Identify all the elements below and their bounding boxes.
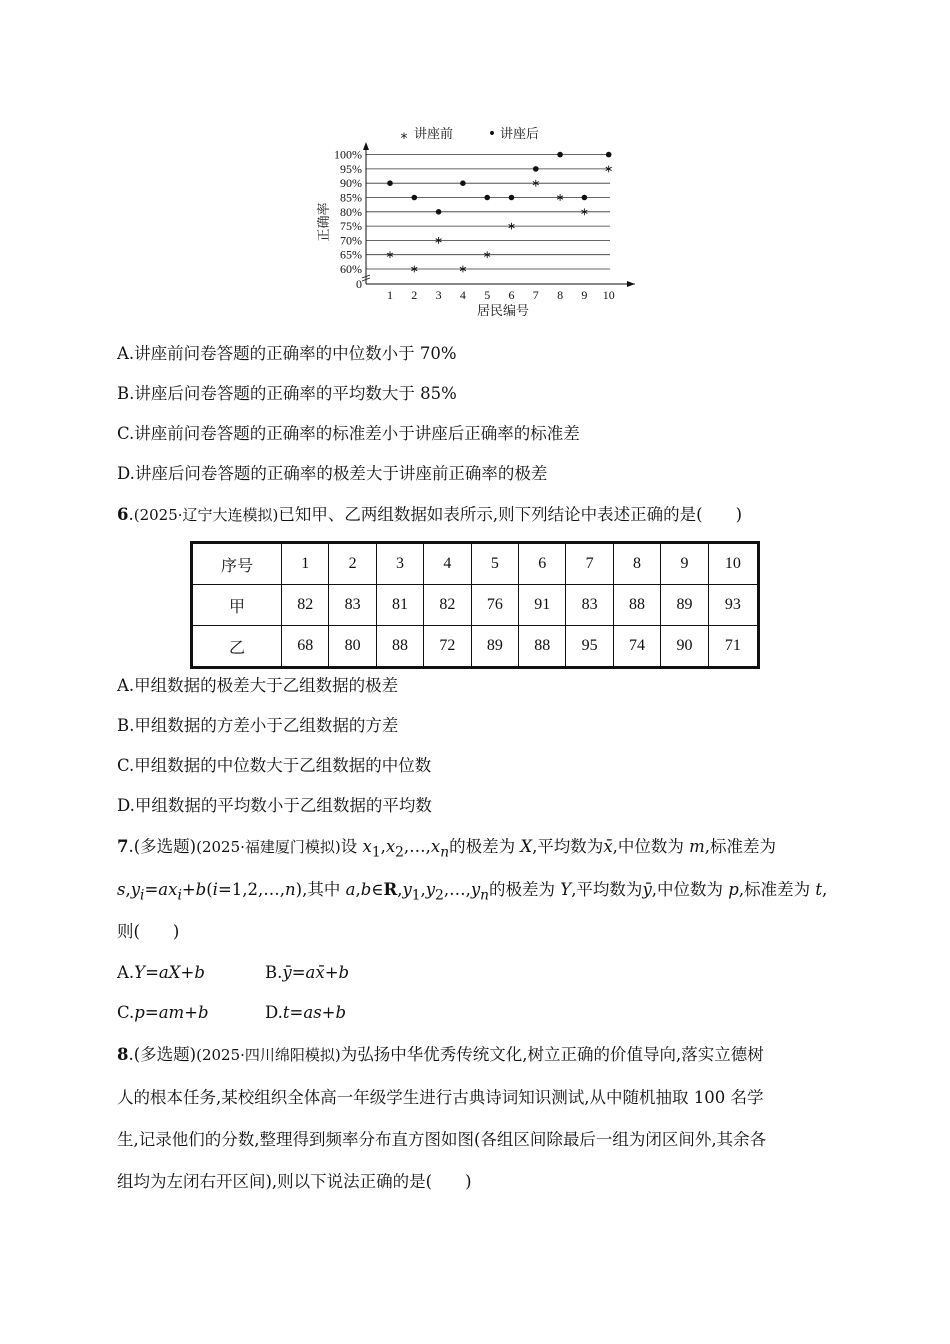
q7-multi-tag: (多选题) [133, 837, 197, 856]
q7-var: s [117, 880, 126, 899]
q5-option-d: D.讲座后问卷答题的正确率的极差大于讲座前正确率的极差 [117, 464, 548, 483]
gridlines [366, 155, 610, 269]
q7-text: , [380, 837, 386, 856]
q7-source: (2025·福建厦门模拟) [196, 838, 341, 856]
q7-text: 的极差为 [489, 880, 561, 899]
q7-text: ∈ [371, 880, 384, 899]
table-cell: 82 [424, 585, 471, 626]
q7-options-row-2 [117, 1003, 346, 1023]
q7-options-row-1 [117, 963, 349, 983]
after-point [606, 152, 612, 158]
q7-text: = [145, 963, 159, 982]
x-axis-label: 居民编号 [476, 304, 530, 319]
q7-option-a [117, 963, 265, 983]
q7-option-letter: D. [265, 1003, 283, 1022]
q8-stem-line-3: 生,记录他们的分数,整理得到频率分布直方图如图(各组区间除最后一组为闭区间外,其余各 [117, 1130, 767, 1149]
q7-var: p [134, 1003, 145, 1022]
q7-var: aX [158, 963, 181, 982]
table-cell: 88 [519, 626, 566, 668]
q7-var: n [285, 880, 296, 899]
y-tick-label: 100% [334, 147, 362, 162]
x-tick-label: 3 [435, 288, 442, 302]
q7-var: y [470, 880, 481, 899]
q8-multi-tag: (多选题) [133, 1045, 197, 1064]
q6-stem: 已知甲、乙两组数据如表所示,则下列结论中表述正确的是( ) [278, 505, 743, 524]
table-cell: 83 [566, 585, 613, 626]
table-cell: 83 [329, 585, 376, 626]
table-cell: 3 [376, 543, 423, 585]
q7-text: ,平均数为 [532, 837, 604, 856]
q6-option-b: B.甲组数据的方差小于乙组数据的方差 [117, 716, 399, 735]
q5-option-b: B.讲座后问卷答题的正确率的平均数大于 85% [117, 384, 457, 403]
table-row [192, 626, 759, 668]
x-tick-label: 9 [581, 288, 588, 302]
q7-var: b [198, 1003, 209, 1022]
x-tick-label: 1 [387, 288, 393, 302]
q7-text: ,中位数为 [651, 880, 729, 899]
q7-text: + [321, 1003, 336, 1022]
table-cell: 81 [376, 585, 423, 626]
y-tick-label: 85% [340, 190, 362, 205]
legend-label-after: 讲座后 [500, 127, 540, 142]
q6-stem-line [117, 505, 742, 525]
table-cell: 89 [471, 626, 518, 668]
x-axis-arrow [627, 281, 635, 287]
q6-option-d: D.甲组数据的平均数小于乙组数据的平均数 [117, 796, 432, 815]
q8-text: 为弘扬中华优秀传统文化,树立正确的价值导向,落实立德树 [340, 1045, 764, 1064]
q7-var: t [282, 1003, 290, 1022]
q7-dot: . [128, 837, 134, 856]
after-point [509, 195, 515, 201]
after-point [460, 180, 466, 186]
table-cell: 甲 [192, 585, 282, 626]
q7-sub: 2 [395, 844, 404, 861]
table-cell: 88 [376, 626, 423, 668]
y-tick-label: 90% [340, 176, 362, 191]
q7-option-c [117, 1003, 265, 1023]
q6-data-table [190, 541, 760, 669]
q7-stem-line-2 [117, 880, 827, 905]
table-cell: 82 [282, 585, 329, 626]
q8-stem-line-1 [117, 1045, 764, 1065]
x-tick-label: 5 [484, 288, 491, 302]
q6-option-a: A.甲组数据的极差大于乙组数据的极差 [117, 676, 399, 695]
legend-symbol-before: * [400, 131, 408, 147]
q8-source: (2025·四川绵阳模拟) [196, 1046, 341, 1064]
x-tick-label: 10 [602, 288, 615, 302]
q5-option-a: A.讲座前问卷答题的正确率的中位数小于 70% [117, 344, 457, 363]
q8-dot: . [128, 1045, 134, 1064]
x-tick-label: 4 [459, 288, 466, 302]
q7-text: , [355, 880, 361, 899]
q7-var: ax [158, 880, 178, 899]
q7-text: + [180, 963, 195, 982]
q7-text: + [184, 1003, 198, 1022]
y-tick-label: 80% [340, 204, 362, 219]
q7-var: Y [134, 963, 146, 982]
after-point [484, 195, 490, 201]
after-point [387, 180, 393, 186]
q7-var: y [402, 880, 412, 899]
q7-text: ),其中 [295, 880, 346, 899]
q7-var: ȳ [642, 880, 652, 899]
q7-sub: 1 [411, 887, 421, 904]
q7-text: ,平均数为 [571, 880, 643, 899]
q7-stem-line-3: 则( ) [117, 922, 180, 941]
table-cell: 序号 [192, 543, 282, 585]
q7-text: + [324, 963, 339, 982]
q7-var: b [360, 880, 372, 899]
table-cell: 71 [708, 626, 758, 668]
q7-var: x [430, 837, 441, 856]
q7-text: = [291, 963, 306, 982]
table-cell: 95 [566, 626, 613, 668]
legend-label-before: 讲座前 [414, 127, 454, 142]
y-tick-label: 65% [340, 247, 362, 262]
q7-number: 7 [117, 837, 129, 856]
table-cell: 91 [519, 585, 566, 626]
table-cell: 2 [329, 543, 376, 585]
table-cell: 80 [329, 626, 376, 668]
q7-sub: i [140, 887, 145, 904]
q7-text: ,标准差为 [704, 837, 777, 856]
q7-var: i [212, 880, 218, 899]
q7-var: b [338, 963, 350, 982]
q7-var: p [728, 880, 739, 899]
q7-text: ,…, [403, 837, 431, 856]
q7-sub: n [480, 887, 490, 904]
q7-var: Y [560, 880, 572, 899]
y-tick-label: 75% [340, 219, 362, 234]
table-cell: 90 [661, 626, 708, 668]
q7-var: X [520, 837, 533, 856]
legend-symbol-after: • [487, 126, 497, 142]
x-tick-label: 6 [508, 288, 515, 302]
q7-text: = [289, 1003, 304, 1022]
table-cell: 68 [282, 626, 329, 668]
x-tick-label: 8 [557, 288, 564, 302]
q7-option-b [265, 963, 349, 982]
table-cell: 93 [708, 585, 758, 626]
table-header-row [192, 543, 759, 585]
q7-text: , [420, 880, 426, 899]
q7-var: x [385, 837, 396, 856]
q7-var: b [195, 880, 207, 899]
after-point [412, 195, 418, 201]
q7-text: 设 [340, 837, 363, 856]
table-cell: 5 [471, 543, 518, 585]
q7-text: ( [206, 880, 213, 899]
q8-stem-line-4: 组均为左闭右开区间),则以下说法正确的是( ) [117, 1172, 472, 1191]
y-tick-label: 0 [356, 277, 362, 291]
table-cell: 10 [708, 543, 758, 585]
table-cell: 74 [613, 626, 660, 668]
q7-option-letter: B. [265, 963, 283, 982]
table-cell: 89 [661, 585, 708, 626]
q7-sub: 1 [371, 844, 381, 861]
after-point [436, 209, 442, 215]
q7-var: b [194, 963, 205, 982]
q7-option-letter: A. [117, 963, 135, 982]
table-cell: 4 [424, 543, 471, 585]
axes [362, 142, 635, 287]
table-cell: 6 [519, 543, 566, 585]
after-point [582, 195, 588, 201]
after-point [557, 152, 563, 158]
q7-var: b [335, 1003, 347, 1022]
q7-sub: 2 [435, 887, 444, 904]
q7-set-r: R [383, 880, 398, 899]
q7-var: as [303, 1003, 322, 1022]
q6-option-c: C.甲组数据的中位数大于乙组数据的中位数 [117, 756, 432, 775]
q7-option-letter: C. [117, 1003, 135, 1022]
q7-text: , [397, 880, 403, 899]
table-cell: 76 [471, 585, 518, 626]
y-tick-label: 95% [340, 161, 362, 176]
q7-var: am [158, 1003, 185, 1022]
q7-text: , [125, 880, 131, 899]
q6-source: (2025·辽宁大连模拟) [133, 506, 279, 524]
q8-number: 8 [117, 1045, 129, 1064]
table-cell: 8 [613, 543, 660, 585]
q7-text: = [144, 880, 159, 899]
q8-stem-line-2: 人的根本任务,某校组织全体高一年级学生进行古典诗词知识测试,从中随机抽取 100 名学 [117, 1088, 764, 1107]
q7-var: ȳ [282, 963, 292, 982]
q7-var: x̄ [603, 837, 613, 856]
q7-text: = [144, 1003, 159, 1022]
table-row [192, 585, 759, 626]
q7-var: a [345, 880, 356, 899]
q7-stem-line-1 [117, 837, 776, 862]
y-axis-arrow [363, 142, 369, 150]
q7-var: t [815, 880, 822, 899]
x-tick-label: 2 [411, 288, 418, 302]
table-cell: 72 [424, 626, 471, 668]
q7-text: ,标准差为 [738, 880, 816, 899]
q7-var: x [362, 837, 372, 856]
q7-var: y [425, 880, 436, 899]
dot-plot-chart [300, 118, 650, 324]
q7-option-d [265, 1003, 346, 1022]
y-axis-label: 正确率 [317, 202, 332, 242]
q7-sub: n [440, 844, 450, 861]
q7-var: m [689, 837, 705, 856]
q7-text: ,中位数为 [612, 837, 690, 856]
q7-text: , [821, 880, 828, 899]
table-cell: 7 [566, 543, 613, 585]
legend [401, 126, 540, 147]
table-cell: 1 [282, 543, 329, 585]
q7-text: ,…, [443, 880, 471, 899]
y-tick-label: 70% [340, 233, 362, 248]
q7-text: 的极差为 [449, 837, 521, 856]
q5-option-c: C.讲座前问卷答题的正确率的标准差小于讲座后正确率的标准差 [117, 424, 580, 443]
q7-text: =1,2,…, [217, 880, 286, 899]
table-cell: 乙 [192, 626, 282, 668]
q6-number: 6 [117, 505, 129, 524]
q7-var: x̄ [315, 963, 325, 982]
q7-sub: i [177, 887, 182, 904]
table-cell: 9 [661, 543, 708, 585]
after-point [533, 166, 539, 172]
q7-var: a [305, 963, 316, 982]
y-tick-label: 60% [340, 262, 362, 276]
x-tick-label: 7 [532, 288, 539, 302]
q6-dot: . [128, 505, 134, 524]
tick-labels [334, 148, 615, 302]
q7-var: y [130, 880, 141, 899]
q7-text: + [181, 880, 196, 899]
table-cell: 88 [613, 585, 660, 626]
